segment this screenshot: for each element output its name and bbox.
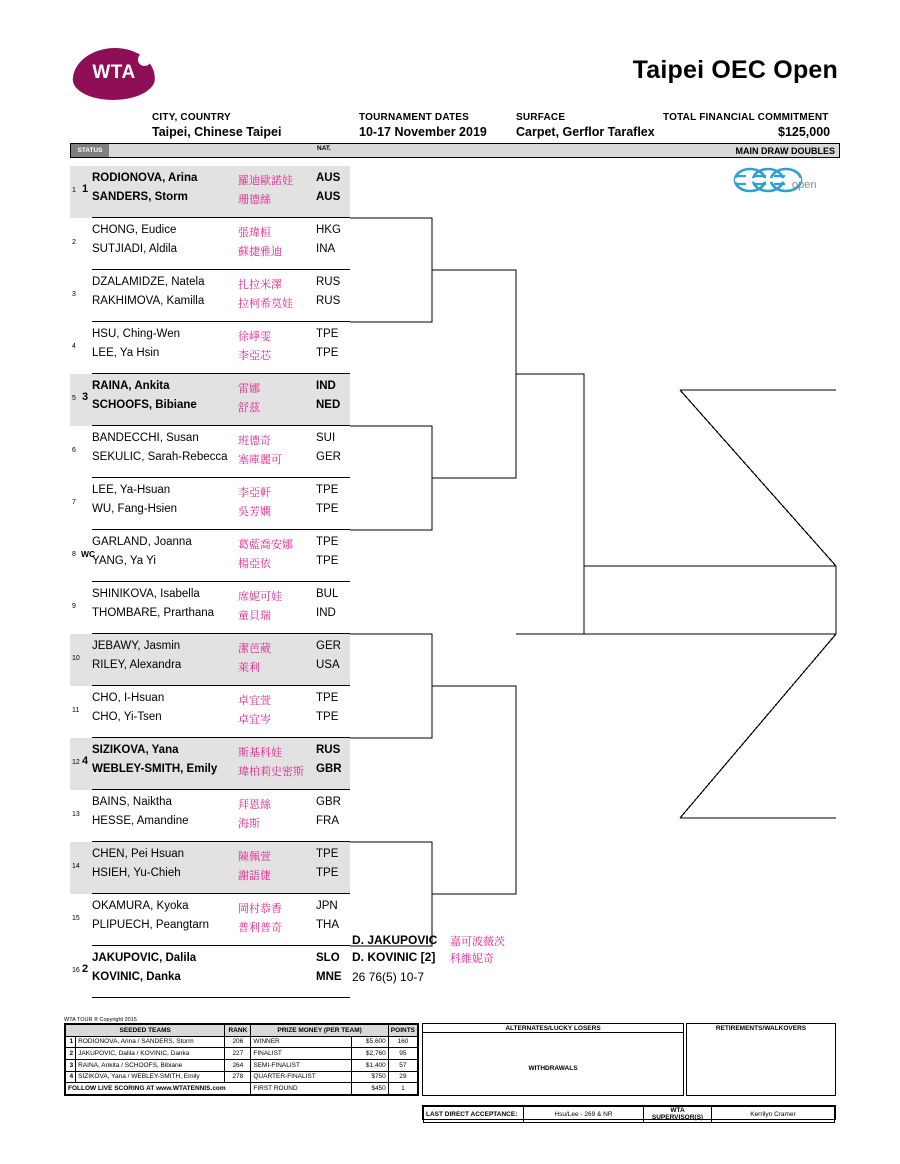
final-team-line2-name: D. KOVINIC [2] — [352, 950, 436, 964]
label-tournament-dates: TOURNAMENT DATES — [359, 112, 470, 123]
wildcard-badge: WC — [81, 549, 96, 559]
seed-badge: 4 — [82, 755, 89, 767]
points-header: POINTS — [388, 1025, 417, 1037]
bottom-strip-table — [423, 1106, 835, 1123]
value-surface: Carpet, Gerflor Taraflex — [516, 125, 655, 139]
player-name-1: LEE, Ya-Hsuan — [92, 484, 171, 496]
player-name-cn-1: 張瑋桓 — [238, 227, 271, 239]
player-name-cn-2: 珊德絲 — [238, 194, 271, 206]
player-name-1: HSU, Ching-Wen — [92, 328, 180, 340]
final-team-line2 — [352, 950, 517, 967]
player-nationality-2: TPE — [316, 711, 339, 723]
player-name-1: SHINIKOVA, Isabella — [92, 588, 200, 600]
player-name-cn-2: 舒茲 — [238, 402, 260, 414]
player-name-cn-1: 班德奇 — [238, 435, 271, 447]
draw-row — [70, 946, 350, 998]
footer-row-1 — [66, 1036, 418, 1048]
player-nationality-2: TPE — [316, 503, 339, 515]
player-name-2: RILEY, Alexandra — [92, 659, 182, 671]
player-name-1: GARLAND, Joanna — [92, 536, 192, 548]
player-name-2: SANDERS, Storm — [92, 191, 188, 203]
seed-team-4: SIZIKOVA, Yana / WEBLEY-SMITH, Emily — [76, 1071, 225, 1083]
player-name-cn-2: 卓宜岑 — [238, 714, 271, 726]
rank-header: RANK — [225, 1025, 251, 1037]
row-number: 15 — [72, 915, 80, 922]
player-name-cn-1: 李亞軒 — [238, 487, 271, 499]
player-name-cn-2: 童貝瑞 — [238, 610, 271, 622]
copyright-text: WTA TOUR ® Copyright 2015 — [64, 1017, 137, 1023]
player-name-2: YANG, Ya Yi — [92, 555, 156, 567]
player-name-2: LEE, Ya Hsin — [92, 347, 160, 359]
player-nationality-1: HKG — [316, 224, 341, 236]
prize-points-4: 29 — [388, 1071, 417, 1083]
prize-round-4: QUARTER-FINALIST — [251, 1071, 351, 1083]
footer-row-2 — [66, 1048, 418, 1060]
player-name-1: BANDECCHI, Susan — [92, 432, 199, 444]
player-name-cn-2: 瑋柏莉史密斯 — [238, 766, 304, 778]
player-name-cn-1: 扎拉米澤 — [238, 279, 282, 291]
seeded-and-prize-box — [64, 1023, 419, 1096]
seed-number-4: 4 — [66, 1071, 76, 1083]
row-divider — [92, 997, 350, 998]
status-column-header: STATUS — [71, 144, 109, 157]
prize-round-5: FIRST ROUND — [251, 1083, 351, 1095]
seed-team-3: RAINA, Ankita / SCHOOFS, Bibiane — [76, 1059, 225, 1071]
bottom-strip — [422, 1105, 836, 1120]
player-name-cn-2: 謝語倢 — [238, 870, 271, 882]
player-nationality-1: JPN — [316, 900, 338, 912]
seeded-prize-table — [65, 1024, 418, 1095]
player-nationality-1: RUS — [316, 276, 341, 288]
prize-money-2: $2,760 — [351, 1048, 388, 1060]
player-name-cn-2: 楊亞依 — [238, 558, 271, 570]
draw-row — [70, 790, 350, 842]
player-nationality-2: IND — [316, 607, 336, 619]
player-name-cn-1: 卓宜萱 — [238, 695, 271, 707]
player-name-2: HSIEH, Yu-Chieh — [92, 867, 181, 879]
player-nationality-1: AUS — [316, 172, 341, 184]
player-name-cn-1: 陳佩萱 — [238, 851, 271, 863]
player-name-cn-1: 葛藍喬安娜 — [238, 539, 293, 551]
player-name-cn-2: 拉柯希莫娃 — [238, 298, 293, 310]
player-name-cn-2: 蘇捷雅迪 — [238, 246, 282, 258]
value-tournament-dates: 10-17 November 2019 — [359, 125, 487, 139]
player-nationality-1: TPE — [316, 848, 339, 860]
player-nationality-2: THA — [316, 919, 339, 931]
svg-text:open: open — [792, 179, 817, 191]
player-name-2: CHO, Yi-Tsen — [92, 711, 162, 723]
row-number: 5 — [72, 395, 76, 402]
player-nationality-1: TPE — [316, 328, 339, 340]
draw-row — [70, 582, 350, 634]
row-number: 3 — [72, 291, 76, 298]
prize-money-3: $1,400 — [351, 1059, 388, 1071]
player-name-cn-2: 吳芳嫻 — [238, 506, 271, 518]
seed-rank-3: 264 — [225, 1059, 251, 1071]
player-name-cn-1: 斯基科娃 — [238, 747, 282, 759]
footer-row-4 — [66, 1071, 418, 1083]
row-number: 4 — [72, 343, 76, 350]
row-number: 12 — [72, 759, 80, 766]
seed-team-2: JAKUPOVIC, Dalila / KOVINIC, Danka — [76, 1048, 225, 1060]
player-name-2: SUTJIADI, Aldila — [92, 243, 177, 255]
final-score: 26 76(5) 10-7 — [352, 970, 425, 984]
row-number: 10 — [72, 655, 80, 662]
player-name-2: WEBLEY-SMITH, Emily — [92, 763, 218, 775]
draw-row — [70, 218, 350, 270]
final-team-line1 — [352, 933, 517, 950]
player-name-1: CHEN, Pei Hsuan — [92, 848, 185, 860]
final-result — [352, 933, 517, 984]
player-nationality-1: TPE — [316, 692, 339, 704]
final-team-line1-cn: 嘉可波薇茨 — [450, 936, 505, 948]
player-name-cn-1: 羅迪歐諾娃 — [238, 175, 293, 187]
player-name-2: SCHOOFS, Bibiane — [92, 399, 197, 411]
seed-rank-4: 278 — [225, 1071, 251, 1083]
player-name-1: OKAMURA, Kyoka — [92, 900, 189, 912]
live-scoring-text[interactable]: FOLLOW LIVE SCORING AT www.WTATENNIS.com — [66, 1083, 251, 1095]
retirements-header: RETIREMENTS/WALKOVERS — [715, 1025, 807, 1032]
player-name-2: PLIPUECH, Peangtarn — [92, 919, 209, 931]
prize-money-5: $450 — [351, 1083, 388, 1095]
player-name-2: RAKHIMOVA, Kamilla — [92, 295, 205, 307]
player-name-2: WU, Fang-Hsien — [92, 503, 177, 515]
row-number: 14 — [72, 863, 80, 870]
player-nationality-2: TPE — [316, 347, 339, 359]
draw-row — [70, 634, 350, 686]
player-nationality-2: MNE — [316, 971, 342, 983]
player-name-1: JAKUPOVIC, Dalila — [92, 952, 197, 964]
seed-badge: 3 — [82, 391, 89, 403]
prize-money-header: PRIZE MONEY (PER TEAM) — [251, 1025, 388, 1037]
draw-row — [70, 894, 350, 946]
player-nationality-2: AUS — [316, 191, 341, 203]
seed-badge: 2 — [82, 963, 89, 975]
supervisor-value: Kerrilyn Cramer — [712, 1107, 835, 1123]
player-nationality-1: GBR — [316, 796, 341, 808]
wta-logo-text: WTA — [92, 62, 136, 83]
withdrawals-header: WITHDRAWALS — [528, 1065, 578, 1072]
seed-rank-2: 227 — [225, 1048, 251, 1060]
player-name-1: SIZIKOVA, Yana — [92, 744, 179, 756]
player-nationality-1: SLO — [316, 952, 340, 964]
draw-type-label: MAIN DRAW DOUBLES — [735, 146, 835, 156]
player-nationality-1: BUL — [316, 588, 339, 600]
player-name-2: THOMBARE, Prarthana — [92, 607, 215, 619]
row-number: 9 — [72, 603, 76, 610]
player-nationality-2: RUS — [316, 295, 341, 307]
player-nationality-2: INA — [316, 243, 336, 255]
retirements-box — [686, 1023, 836, 1096]
value-city-country: Taipei, Chinese Taipei — [152, 125, 282, 139]
player-nationality-2: FRA — [316, 815, 339, 827]
prize-points-5: 1 — [388, 1083, 417, 1095]
prize-points-2: 95 — [388, 1048, 417, 1060]
draw-row — [70, 738, 350, 790]
player-nationality-2: TPE — [316, 867, 339, 879]
player-name-cn-2: 塞庫麗可 — [238, 454, 282, 466]
prize-money-1: $5,600 — [351, 1036, 388, 1048]
label-surface: SURFACE — [516, 112, 566, 123]
player-nationality-1: TPE — [316, 484, 339, 496]
player-name-1: JEBAWY, Jasmin — [92, 640, 181, 652]
label-financial-commitment: TOTAL FINANCIAL COMMITMENT — [663, 112, 829, 123]
row-number: 13 — [72, 811, 80, 818]
player-nationality-2: TPE — [316, 555, 339, 567]
player-name-2: KOVINIC, Danka — [92, 971, 181, 983]
final-team-line1-name: D. JAKUPOVIC — [352, 933, 438, 947]
prize-money-4: $750 — [351, 1071, 388, 1083]
player-name-1: BAINS, Naiktha — [92, 796, 172, 808]
prize-points-1: 160 — [388, 1036, 417, 1048]
player-nationality-1: IND — [316, 380, 336, 392]
row-number: 1 — [72, 187, 76, 194]
footer-row-5 — [66, 1083, 418, 1095]
draw-row — [70, 530, 350, 582]
draw-row — [70, 374, 350, 426]
player-name-cn-2: 海斯 — [238, 818, 260, 830]
player-name-cn-2: 萊利 — [238, 662, 260, 674]
row-number: 8 — [72, 551, 76, 558]
page-title: Taipei OEC Open — [632, 56, 838, 84]
player-nationality-1: SUI — [316, 432, 336, 444]
supervisor-label: WTA SUPERVISOR(S) — [644, 1107, 712, 1123]
player-name-cn-1: 雷娜 — [238, 383, 260, 395]
seed-number-2: 2 — [66, 1048, 76, 1060]
final-team-line2-cn: 科維妮奇 — [450, 953, 494, 965]
row-number: 2 — [72, 239, 76, 246]
player-nationality-1: RUS — [316, 744, 341, 756]
seeded-teams-header: SEEDED TEAMS — [66, 1025, 225, 1037]
draw-row — [70, 166, 350, 218]
draw-row — [70, 270, 350, 322]
value-financial-commitment: $125,000 — [778, 125, 831, 139]
player-name-cn-2: 李亞芯 — [238, 350, 271, 362]
seed-number-3: 3 — [66, 1059, 76, 1071]
player-name-2: SEKULIC, Sarah-Rebecca — [92, 451, 228, 463]
player-nationality-2: USA — [316, 659, 340, 671]
player-name-1: DZALAMIDZE, Natela — [92, 276, 205, 288]
prize-points-3: 57 — [388, 1059, 417, 1071]
row-number: 6 — [72, 447, 76, 454]
player-name-cn-1: 徐崢雯 — [238, 331, 271, 343]
row-number: 7 — [72, 499, 76, 506]
nat-column-header: NAT. — [317, 145, 331, 152]
player-name-cn-1: 潔芭葳 — [238, 643, 271, 655]
draw-row — [70, 426, 350, 478]
draw-row — [70, 478, 350, 530]
draw-row — [70, 322, 350, 374]
last-direct-acceptance-value: Hsu/Lee - 269 & NR — [524, 1107, 644, 1123]
footer-tables — [64, 1023, 836, 1133]
draw-row — [70, 686, 350, 738]
alternates-box — [422, 1023, 684, 1096]
row-number: 16 — [72, 967, 80, 974]
player-name-cn-1: 席妮可娃 — [238, 591, 282, 603]
alternates-header: ALTERNATES/LUCKY LOSERS — [423, 1024, 683, 1033]
prize-round-1: WINNER — [251, 1036, 351, 1048]
draw-row — [70, 842, 350, 894]
player-nationality-2: NED — [316, 399, 341, 411]
last-direct-acceptance-label: LAST DIRECT ACCEPTANCE: — [424, 1107, 524, 1123]
player-name-1: CHONG, Eudice — [92, 224, 177, 236]
player-nationality-2: GER — [316, 451, 341, 463]
seed-badge: 1 — [82, 183, 89, 195]
player-name-1: RODIONOVA, Arina — [92, 172, 198, 184]
row-number: 11 — [72, 707, 80, 714]
player-nationality-1: GER — [316, 640, 341, 652]
label-city-country: CITY, COUNTRY — [152, 112, 231, 123]
player-nationality-2: GBR — [316, 763, 342, 775]
player-nationality-1: TPE — [316, 536, 339, 548]
seed-rank-1: 206 — [225, 1036, 251, 1048]
player-name-1: CHO, I-Hsuan — [92, 692, 165, 704]
footer-row-3 — [66, 1059, 418, 1071]
player-name-cn-2: 普利普奇 — [238, 922, 282, 934]
player-name-1: RAINA, Ankita — [92, 380, 170, 392]
seed-team-1: RODIONOVA, Arina / SANDERS, Storm — [76, 1036, 225, 1048]
player-name-2: HESSE, Amandine — [92, 815, 189, 827]
prize-round-2: FINALIST — [251, 1048, 351, 1060]
player-name-cn-1: 岡村恭香 — [238, 903, 282, 915]
prize-round-3: SEMI-FINALIST — [251, 1059, 351, 1071]
player-name-cn-1: 拜恩絲 — [238, 799, 271, 811]
seed-number-1: 1 — [66, 1036, 76, 1048]
